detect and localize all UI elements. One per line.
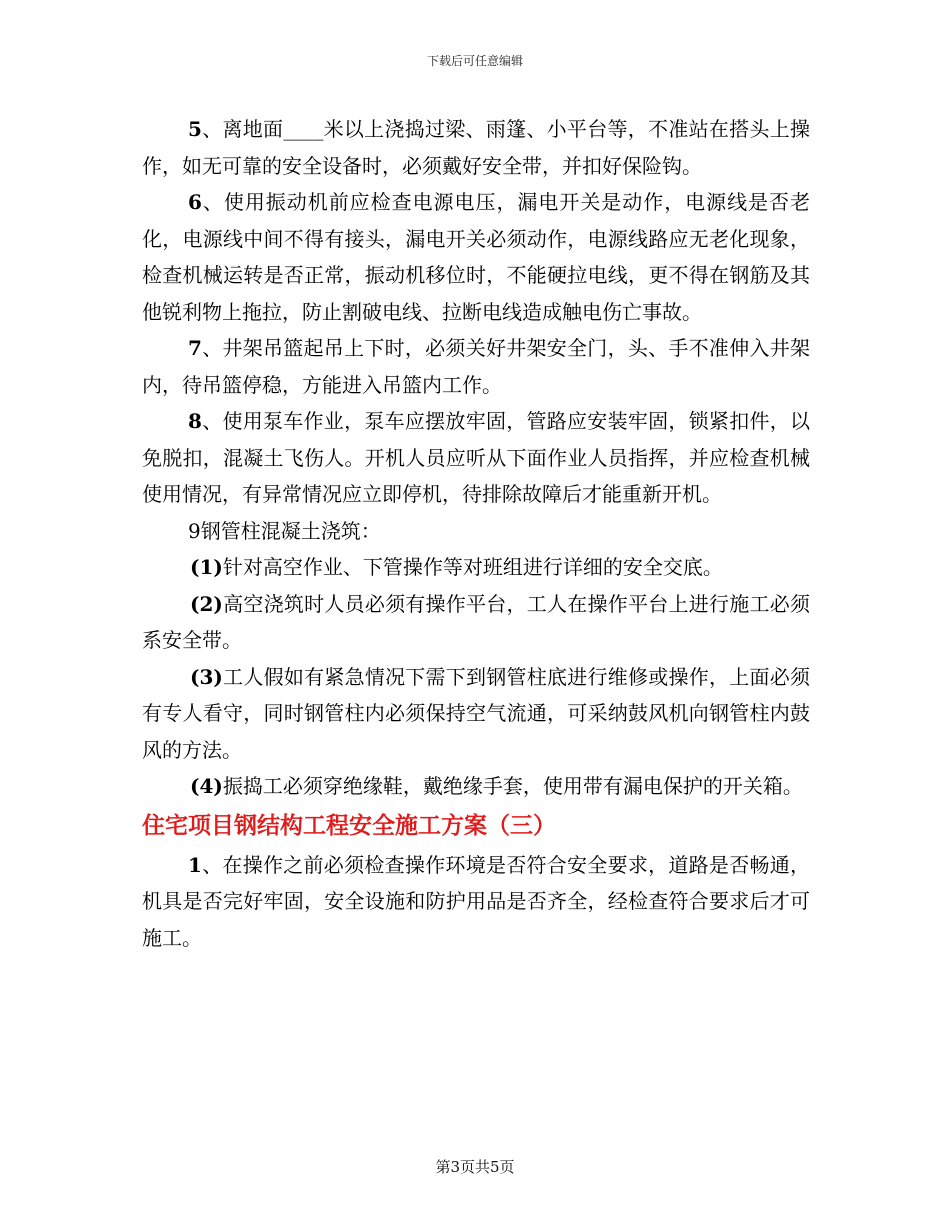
sub-item-text: 振捣工必须穿绝缘鞋，戴绝缘手套，使用带有漏电保护的开关箱。 bbox=[222, 774, 803, 798]
document-body bbox=[142, 111, 810, 956]
list-item-1 bbox=[142, 847, 810, 957]
sub-item-3 bbox=[142, 659, 810, 769]
list-item-6 bbox=[142, 184, 810, 330]
sub-item-4 bbox=[142, 768, 810, 805]
sub-item-number: (4) bbox=[190, 774, 223, 798]
item-number: 1 bbox=[188, 852, 202, 877]
page-header: 下载后可任意编辑 bbox=[426, 54, 523, 68]
item-number: 6 bbox=[188, 190, 202, 214]
item-text: 、使用泵车作业，泵车应摆放牢固，管路应安装牢固，锁紧扣件，以免脱扣，混凝土飞伤人。开机人员应听从下面作业人员指挥，并应检查机械使用情况，有异常情况应立即停机，待排除故障后才能重新开机。 bbox=[142, 409, 810, 506]
sub-item-text: 工人假如有紧急情况下需下到钢管柱底进行维修或操作，上面必须有专人看守，同时钢管柱内必须保持空气流通，可采纳鼓风机向钢管柱内鼓风的方法。 bbox=[142, 664, 810, 762]
item-text: 、井架吊篮起吊上下时，必须关好井架安全门，头、手不准伸入井架内，待吊篮停稳，方能进入吊篮内工作。 bbox=[142, 336, 810, 397]
item-text: 、在操作之前必须检查操作环境是否符合安全要求，道路是否畅通，机具是否完好牢固，安全设施和防护用品是否齐全，经检查符合要求后才可施工。 bbox=[142, 852, 810, 950]
sub-item-number: (2) bbox=[190, 591, 223, 616]
list-item-8 bbox=[142, 403, 810, 513]
list-item-7 bbox=[142, 330, 810, 403]
item-text: 、使用振动机前应检查电源电压，漏电开关是动作，电源线是否老化，电源线中间不得有接头，漏电开关必须动作，电源线路应无老化现象，检查机械运转是否正常，振动机移位时，不能硬拉电线，更不得在钢筋及其他锐利物上拖拉，防止割破电线、拉断电线造成触电伤亡事故。 bbox=[142, 190, 810, 324]
item-number: 5 bbox=[188, 117, 202, 141]
section-9-heading: 9钢管柱混凝土浇筑： bbox=[188, 518, 381, 543]
sub-item-text: 针对高空作业、下管操作等对班组进行详细的安全交底。 bbox=[222, 555, 723, 579]
item-number: 7 bbox=[188, 336, 202, 360]
list-item-5 bbox=[142, 111, 810, 184]
page-footer: 第3页共5页 bbox=[435, 1158, 515, 1176]
sub-item-text: 高空浇筑时人员必须有操作平台，工人在操作平台上进行施工必须系安全带。 bbox=[142, 591, 810, 652]
section-title: 住宅项目钢结构工程安全施工方案（三） bbox=[142, 811, 556, 839]
sub-item-number: (1) bbox=[190, 555, 223, 579]
item-number: 8 bbox=[188, 409, 202, 433]
sub-item-number: (3) bbox=[190, 664, 223, 689]
item-text: 、离地面____米以上浇捣过梁、雨篷、小平台等，不准站在搭头上操作，如无可靠的安全设备时，必须戴好安全带，并扣好保险钩。 bbox=[142, 117, 810, 178]
sub-item-2 bbox=[142, 586, 810, 659]
sub-item-1 bbox=[142, 549, 810, 586]
